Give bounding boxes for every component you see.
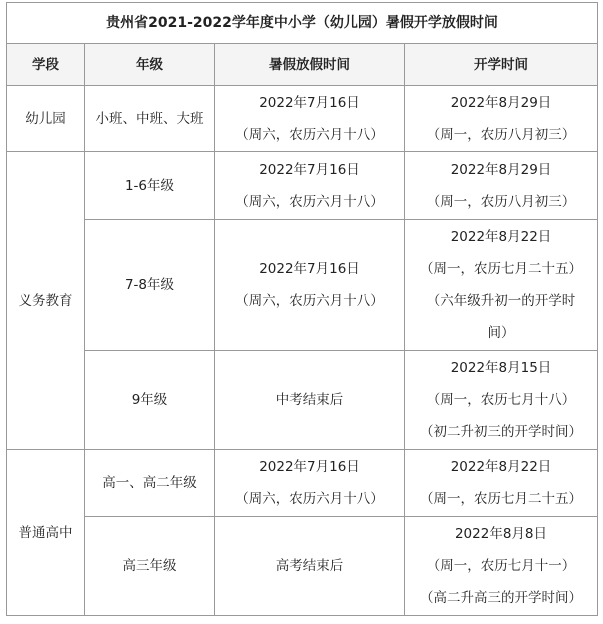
table-row bbox=[7, 450, 598, 517]
table-row bbox=[7, 86, 598, 152]
holiday-cell bbox=[215, 86, 405, 152]
start-line: （周一，农历七月二十五） bbox=[420, 491, 582, 507]
holiday-line: 中考结束后 bbox=[275, 392, 344, 408]
header-grade: 年级 bbox=[85, 44, 215, 86]
holiday-line: （周六，农历六月十八） bbox=[235, 193, 384, 210]
holiday-line: 2022年7月16日 bbox=[259, 459, 360, 475]
schedule-table bbox=[6, 2, 598, 616]
start-line: （周一，农历七月十一） bbox=[426, 558, 576, 574]
holiday-cell bbox=[215, 450, 405, 517]
start-line: 间） bbox=[487, 325, 515, 341]
table-row bbox=[7, 517, 598, 616]
start-cell bbox=[405, 351, 598, 450]
holiday-cell bbox=[215, 517, 405, 616]
header-stage: 学段 bbox=[7, 44, 85, 86]
start-line: 2022年8月8日 bbox=[454, 526, 548, 542]
holiday-line: 2022年7月16日 bbox=[259, 161, 360, 178]
start-line: （高二升高三的开学时间） bbox=[420, 590, 582, 606]
header-holiday: 暑假放假时间 bbox=[215, 44, 405, 86]
start-cell bbox=[405, 517, 598, 616]
start-line: （周一，农历八月初三） bbox=[426, 126, 576, 143]
stage-cell: 义务教育 bbox=[7, 152, 85, 450]
table-row bbox=[7, 152, 598, 220]
grade-cell: 高一、高二年级 bbox=[85, 450, 215, 517]
holiday-cell bbox=[215, 152, 405, 220]
start-line: 2022年8月29日 bbox=[450, 161, 552, 178]
start-line: 2022年8月22日 bbox=[450, 229, 552, 245]
holiday-cell bbox=[215, 351, 405, 450]
start-line: （周一，农历七月二十五） bbox=[420, 261, 582, 277]
stage-cell: 幼儿园 bbox=[7, 86, 85, 152]
holiday-line: （周六，农历六月十八） bbox=[235, 293, 384, 309]
start-cell bbox=[405, 86, 598, 152]
start-cell bbox=[405, 220, 598, 351]
grade-cell: 9年级 bbox=[85, 351, 215, 450]
start-cell bbox=[405, 450, 598, 517]
start-line: 2022年8月29日 bbox=[450, 94, 552, 111]
start-cell bbox=[405, 152, 598, 220]
header-start: 开学时间 bbox=[405, 44, 598, 86]
holiday-line: 2022年7月16日 bbox=[259, 94, 360, 111]
holiday-line: （周六，农历六月十八） bbox=[235, 491, 384, 507]
holiday-line: 高考结束后 bbox=[275, 558, 344, 574]
holiday-line: 2022年7月16日 bbox=[259, 261, 360, 277]
table-row bbox=[7, 220, 598, 351]
start-line: 2022年8月15日 bbox=[450, 360, 552, 376]
grade-cell: 7-8年级 bbox=[85, 220, 215, 351]
grade-cell: 1-6年级 bbox=[85, 152, 215, 220]
holiday-cell bbox=[215, 220, 405, 351]
table-row bbox=[7, 351, 598, 450]
grade-cell: 高三年级 bbox=[85, 517, 215, 616]
start-line: （周一，农历七月十八） bbox=[426, 392, 576, 408]
table-title: 贵州省2021-2022学年度中小学（幼儿园）暑假开学放假时间 bbox=[7, 3, 598, 44]
start-line: （六年级升初一的开学时 bbox=[426, 293, 576, 309]
holiday-line: （周六，农历六月十八） bbox=[235, 126, 384, 143]
stage-cell: 普通高中 bbox=[7, 450, 85, 616]
grade-cell: 小班、中班、大班 bbox=[85, 86, 215, 152]
start-line: （初二升初三的开学时间） bbox=[420, 424, 582, 440]
start-line: 2022年8月22日 bbox=[450, 459, 552, 475]
start-line: （周一，农历八月初三） bbox=[426, 193, 576, 210]
